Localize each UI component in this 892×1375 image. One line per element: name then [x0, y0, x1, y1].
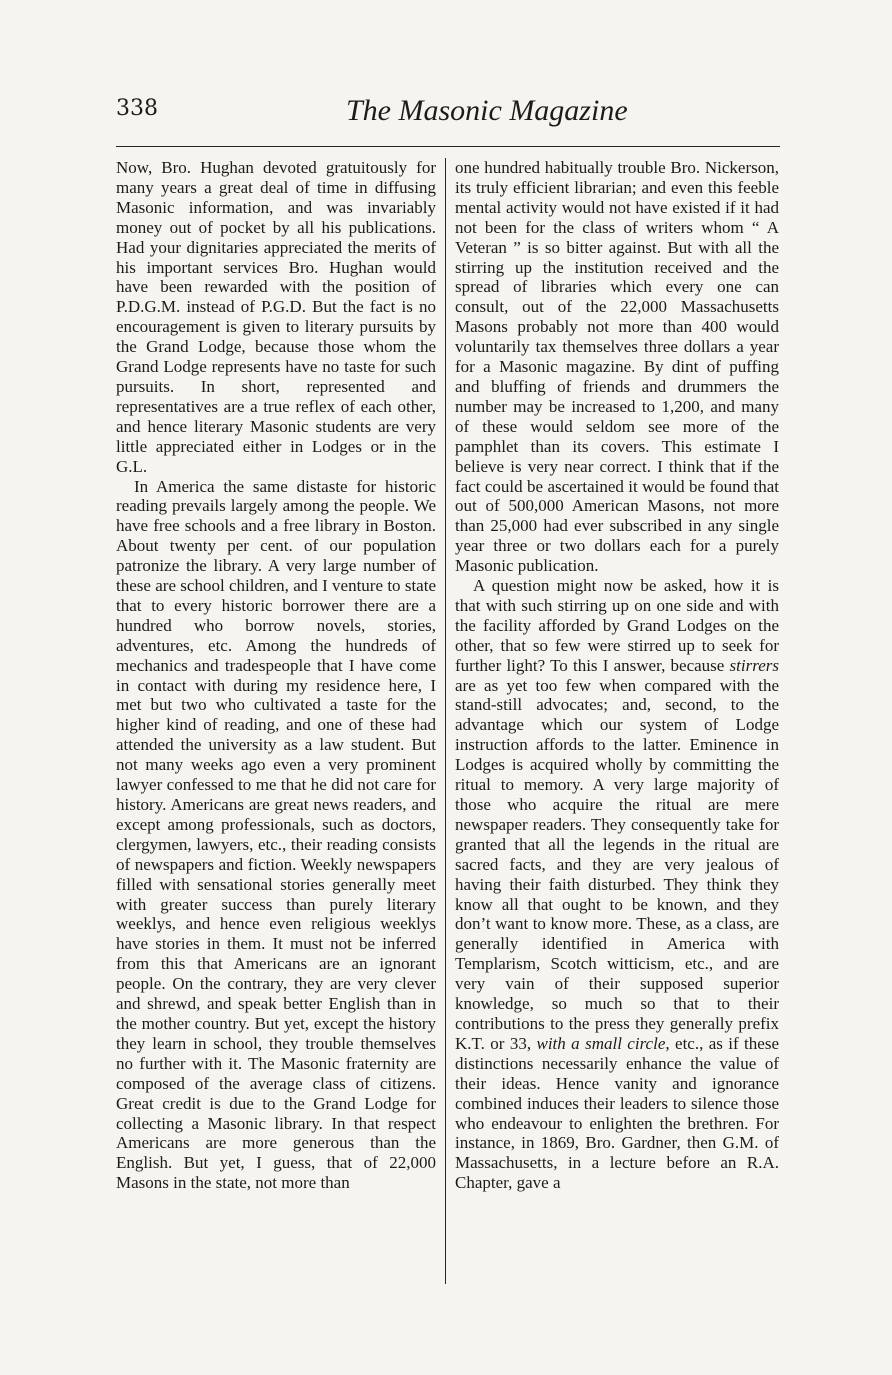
paragraph: In America the same distaste for historic reading prevails largely among the people. We have free schools and a free library in Boston. About twenty per cent. of our population patronize the library. A very large number of these are school children, and I venture to state that to every historic borrower there are a hundred who borrow novels, stories, adventures, etc. Among the hundreds of mechanics and tradespeople that I have come in contact with during my residence here, I met but two who cultivated a taste for the higher kind of reading, and one of these had attended the university as a law student. But not many weeks ago even a very prominent lawyer confessed to me that he did not care for history. Americans are great news readers, and except among professionals, such as doctors, clergymen, lawyers, etc., their reading consists of newspapers and fiction. Weekly newspapers filled with sensational stories generally meet with greater success than purely literary weeklys, and hence even religious weeklys have stories in them. It must not be inferred from this that Americans are an ignorant people. On the contrary, they are very clever and shrewd, and speak better English than in the mother country. But yet, except the history they learn in school, they trouble themselves no further with it. The Masonic fraternity are composed of the average class of citizens. Great credit is due to the Grand Lodge for collecting a Masonic library. In that respect Americans are more generous than the English. But yet, I guess, that of 22,000 Masons in the state, not more than — [116, 476, 436, 1193]
column-divider — [445, 158, 446, 1284]
text-run: A question might now be asked, how it is that with such stirring up on one side and with the facility afforded by Grand Lodges on the other, that so few were stirred up to seek for further light? To this I answer, because — [455, 576, 779, 675]
journal-title: The Masonic Magazine — [346, 94, 628, 127]
page-number: 338 — [116, 96, 158, 121]
header-rule — [116, 146, 780, 147]
italic-phrase: with a small circle — [536, 1033, 666, 1053]
italic-term: stirrers — [729, 655, 779, 675]
right-column — [455, 158, 779, 1193]
paragraph — [455, 576, 779, 1193]
paragraph: Now, Bro. Hughan devoted gratuitously for many years a great deal of time in diffusing Masonic information, and was invariably money out of pocket by all his publications. Had your dignitaries appreciated the merits of his important services Bro. Hughan would have been rewarded with the position of P.D.G.M. instead of P.G.D. But the fact is no encouragement is given to literary pursuits by the Grand Lodge, because those whom the Grand Lodge represents have no taste for such pursuits. In short, represented and representatives are a true reflex of each other, and hence literary Masonic students are very little appreciated either in Lodges or in the G.L. — [116, 158, 436, 476]
text-run: , etc., as if these distinctions necessarily enhance the value of their ideas. Hence vanity and ignorance combined induces their leaders to silence those who endeavour to enlighten the brethren. For instance, in 1869, Bro. Gardner, then G.M. of Massachusetts, in a lecture before an R.A. Chapter, gave a — [455, 1033, 779, 1193]
running-header — [116, 96, 780, 130]
left-column — [116, 158, 436, 1193]
paragraph: one hundred habitually trouble Bro. Nickerson, its truly efficient librarian; and even this feeble mental activity would not have existed if it had not been for the class of writers whom “ A Veteran ” is so bitter against. But with all the stirring up the institution received and the spread of libraries which every one can consult, out of the 22,000 Massachusetts Masons probably not more than 400 would voluntarily tax themselves three dollars a year for a Masonic magazine. By dint of puffing and bluffing of friends and drummers the number may be increased to 1,200, and many of these would seldom see more of the pamphlet than its covers. This estimate I believe is very near correct. I think that if the fact could be ascertained it would be found that out of 500,000 American Masons, not more than 25,000 had ever subscribed in any single year three or two dollars each for a purely Masonic publication. — [455, 158, 779, 576]
text-run: are as yet too few when compared with the stand-still advocates; and, second, to the advantage which our system of Lodge instruction affords to the latter. Eminence in Lodges is acquired wholly by committing the ritual to memory. A very large majority of those who acquire the ritual are mere newspaper readers. They consequently take for granted that all the legends in the ritual are sacred facts, and they are very jealous of having their faith disturbed. They think they know all that ought to be known, and they don’t want to know more. These, as a class, are generally identified in America with Templarism, Scotch witticism, etc., and are very vain of their supposed superior knowledge, so much so that to their contributions to the press they generally prefix K.T. or 33, — [455, 675, 779, 1053]
